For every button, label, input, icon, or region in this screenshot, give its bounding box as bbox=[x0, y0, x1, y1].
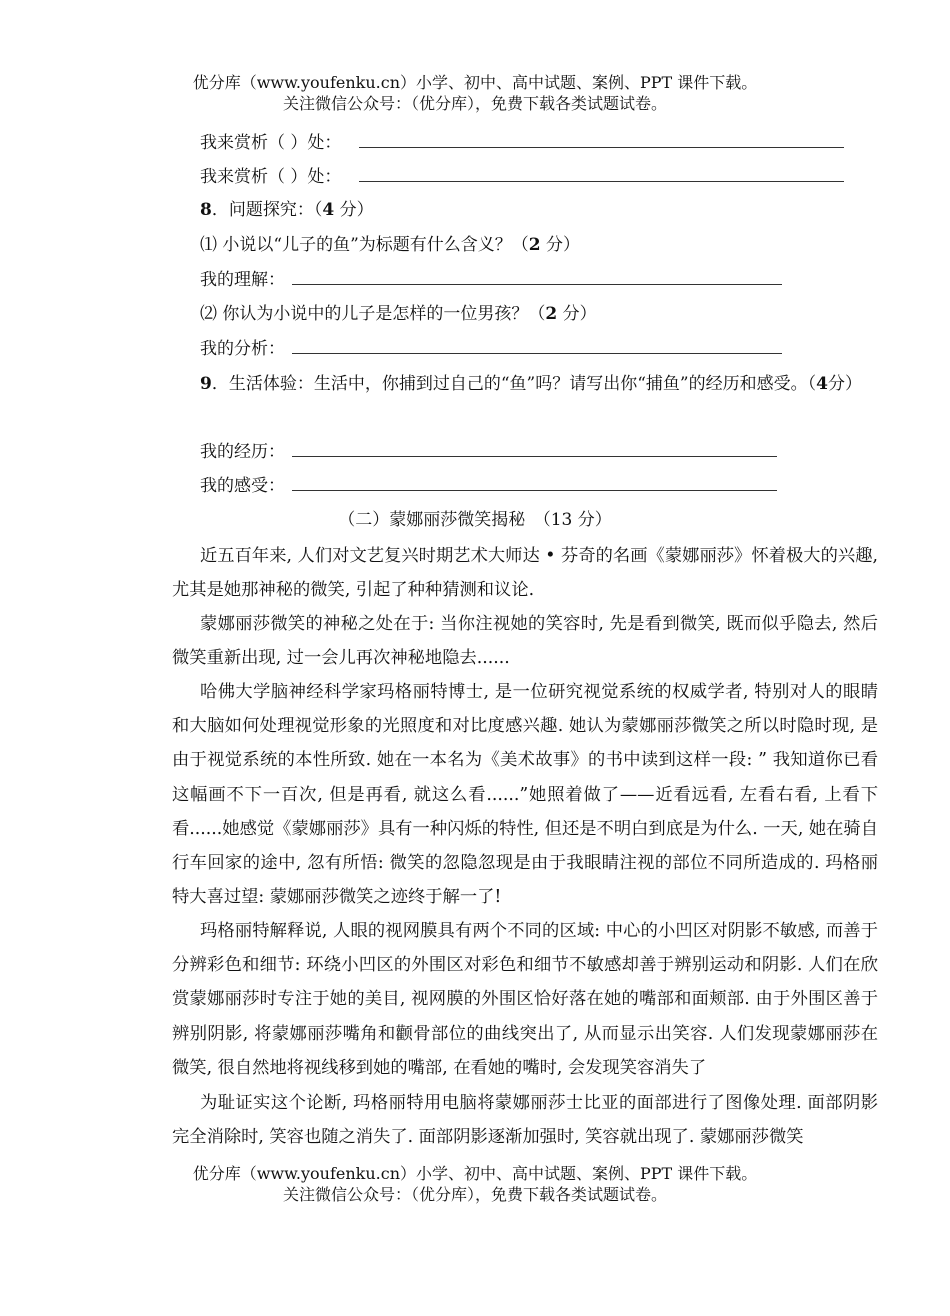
appreciate-line-1 bbox=[200, 131, 844, 155]
article-paragraph-4: 玛格丽特解释说, 人眼的视网膜具有两个不同的区域: 中心的小凹区对阴影不敏感, 而善于分辨彩色和细节: 环绕小凹区的外围区对彩色和细节不敏感却善于辨别运动和阴影. 人们在欣赏蒙娜丽莎时专注于她的美目, 视网膜的外围区恰好落在她的嘴部和面颊部. 由于外围区善于辨别阴影, 将蒙娜丽莎嘴角和颧骨部位的曲线突出了, 从而显示出笑容. 人们发现蒙娜丽莎在微笑, 很自然地将视线移到她的嘴部, 在看她的嘴时, 会发现笑容消失了 bbox=[172, 921, 878, 1078]
footer-line-2: 关注微信公众号：（优分库），免费下载各类试题试卷。 bbox=[282, 1185, 667, 1204]
question-9: 9．生活体验：生活中，你捕到过自己的“鱼”吗？请写出你“捕鱼”的经历和感受。（4分） bbox=[200, 374, 862, 394]
question-8-title: 8．问题探究：（4 分） bbox=[200, 200, 374, 220]
question-8-sub-2: ⑵ 你认为小说中的儿子是怎样的一位男孩？（2 分） bbox=[200, 304, 597, 324]
header-line-1: 优分库（www.youfenku.cn）小学、初中、高中试题、案例、PPT 课件下载。 bbox=[192, 73, 758, 92]
answer-experience-label: 我的经历： bbox=[200, 442, 285, 462]
appreciate-blank-2[interactable] bbox=[359, 165, 844, 182]
answer-understanding-label: 我的理解： bbox=[200, 270, 285, 290]
answer-feeling-line bbox=[200, 474, 777, 498]
answer-analysis-line bbox=[200, 337, 782, 361]
answer-understanding-line bbox=[200, 268, 782, 292]
answer-analysis-label: 我的分析： bbox=[200, 339, 285, 359]
question-8-sub-1: ⑴ 小说以“儿子的鱼”为标题有什么含义？（2 分） bbox=[200, 235, 581, 255]
answer-feeling-label: 我的感受： bbox=[200, 476, 285, 496]
answer-experience-blank[interactable] bbox=[292, 440, 777, 457]
article-paragraph-1: 近五百年来, 人们对文艺复兴时期艺术大师达 • 芬奇的名画《蒙娜丽莎》怀着极大的兴趣, 尤其是她那神秘的微笑, 引起了种种猜测和议论. bbox=[172, 546, 878, 601]
page-header bbox=[0, 72, 950, 114]
page-footer bbox=[0, 1163, 950, 1205]
section-2-title: （二）蒙娜丽莎微笑揭秘 （13 分） bbox=[338, 510, 612, 530]
footer-line-1: 优分库（www.youfenku.cn）小学、初中、高中试题、案例、PPT 课件下载。 bbox=[192, 1164, 758, 1183]
answer-feeling-blank[interactable] bbox=[292, 474, 777, 491]
answer-understanding-blank[interactable] bbox=[292, 268, 782, 285]
appreciate-line-2 bbox=[200, 165, 844, 189]
header-line-2: 关注微信公众号：（优分库），免费下载各类试题试卷。 bbox=[282, 94, 667, 113]
article-paragraph-3: 哈佛大学脑神经科学家玛格丽特博士, 是一位研究视觉系统的权威学者, 特别对人的眼睛和大脑如何处理视觉形象的光照度和对比度感兴趣. 她认为蒙娜丽莎微笑之所以时隐时现, 是由于视觉系统的本性所致. 她在一本名为《美术故事》的书中读到这样一段: ” 我知道你已看这幅画不下一百次, 但是再看, 就这么看......”她照着做了——近看远看, 左看右看, 上看下看......她感觉《蒙娜丽莎》具有一种闪烁的特性, 但还是不明白到底是为什么. 一天, 她在骑自行车回家的途中, 忽有所悟: 微笑的忽隐忽现是由于我眼睛注视的部位不同所造成的. 玛格丽特大喜过望: 蒙娜丽莎微笑之迹终于解一了! bbox=[172, 682, 878, 908]
answer-experience-line bbox=[200, 440, 777, 464]
appreciate-label-2: 我来赏析（ ）处： bbox=[200, 167, 342, 187]
appreciate-label-1: 我来赏析（ ）处： bbox=[200, 133, 342, 153]
appreciate-blank-1[interactable] bbox=[359, 131, 844, 148]
answer-analysis-blank[interactable] bbox=[292, 337, 782, 354]
article-paragraph-2: 蒙娜丽莎微笑的神秘之处在于: 当你注视她的笑容时, 先是看到微笑, 既而似乎隐去, 然后微笑重新出现, 过一会儿再次神秘地隐去...... bbox=[172, 614, 878, 669]
article-paragraph-5: 为耻证实这个论断, 玛格丽特用电脑将蒙娜丽莎士比亚的面部进行了图像处理. 面部阴影完全消除时, 笑容也随之消失了. 面部阴影逐渐加强时, 笑容就出现了. 蒙娜丽莎微笑 bbox=[172, 1093, 878, 1148]
